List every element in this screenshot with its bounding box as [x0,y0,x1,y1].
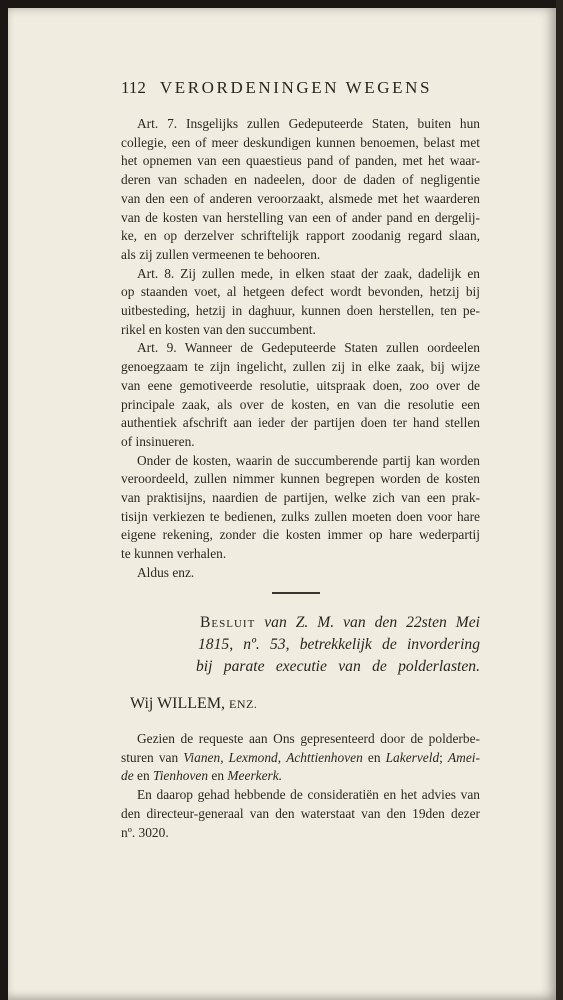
text-line: deren van schaden en nadeelen, door de daden of negligentie [121,172,480,188]
text-line: authentiek afschrift aan ieder der partijen doen ter hand stellen [121,415,480,431]
text-span: en [211,768,225,784]
place-name: Tienhoven [153,768,209,784]
text-span: en [367,749,381,765]
place-name: Vianen [183,749,221,765]
closing-line: Gezien de requeste aan Ons gepresenteerd door de polderbe- [137,731,480,746]
decree-heading [196,612,480,678]
enactment-formula [130,695,257,713]
text-line: genoegzaam te zijn ingelicht, zullen zij in elke zaak, bij wijze [121,359,480,375]
place-name: Lakerveld [385,749,440,765]
article-text [121,115,480,583]
closing-text [121,730,480,842]
place-name: Amei- [447,749,480,765]
closing-line: En daarop gehad hebbende de consideratiën en het advies van [137,787,480,803]
running-title: VERORDENINGEN WEGENS [159,78,433,97]
book-spine [556,0,563,1000]
running-header [121,78,481,98]
text-line: Onder de kosten, waarin de succumberende partij kan worden [137,452,480,468]
text-line: uitbesteding, hetzij in daghuur, kunnen doen herstellen, ten pe- [121,303,480,319]
decree-line-3: bij parate executie van de polderlasten. [196,658,480,675]
decree-line-1 [196,612,480,634]
text-line: rikel en kosten van den succumbent. [121,321,316,337]
text-span: en [137,768,150,784]
decree-besluit: Besluit [200,614,256,631]
text-line: principale zaak, als over de kosten, en van die resolutie een [121,396,480,412]
text-line: als zij zullen vermeenen te behooren. [121,246,321,262]
place-name: Achttienhoven [286,749,363,765]
text-line: op staanden voet, al hetgeen defect wordt bevonden, hetzij bij [121,284,480,300]
enactment-name: Wij WILLEM, [130,695,226,712]
text-line: van eene gemotiveerde resolutie, uitspraak doen, zoo over de [121,377,480,393]
decree-line-1-rest: van Z. M. van den 22sten Mei [264,614,480,631]
text-line: van den een of anderen veroorzaakt, alsmede met het waarderen [121,190,480,206]
text-line: Aldus enz. [137,564,195,580]
text-line: veroordeeld, zullen nimmer kunnen begrepen worden de kosten [121,471,480,487]
place-name: de [121,768,134,784]
text-line: ke, en op derzelver schriftelijk rapport zoodanig regard slaan, [121,228,480,244]
text-line: Art. 8. Zij zullen mede, in elken staat der zaak, dadelijk en [137,265,480,281]
section-divider [272,592,320,594]
text-line: het opnemen van een quaestieus pand of panden, met het waar- [121,153,480,169]
place-name: Lexmond [228,749,278,765]
decree-line-2: 1815, nº. 53, betrekkelijk de invordering [198,636,480,653]
page-number: 112 [121,78,146,97]
closing-line [121,767,480,786]
text-line: tisijn verkiezen te bedienen, zulks zullen moeten doen voor hare [121,508,480,524]
enactment-enz: ENZ. [229,697,258,711]
text-line: te kunnen verhalen. [121,546,227,562]
text-line: eigene rekening, zonder die kosten immer op hare wederpartij [121,527,480,543]
text-line: Art. 9. Wanneer de Gedeputeerde Staten zullen oordeelen [137,340,480,356]
text-line: Art. 7. Insgelijks zullen Gedeputeerde Staten, buiten hun [137,116,480,131]
text-line: van de kosten van herstelling van een of ander pand en dergelij- [121,209,480,225]
closing-line: nº. 3020. [121,824,169,840]
text-line: van praktisijns, naardien de partijen, welke zich van een prak- [121,490,480,506]
closing-line: sturen van Vianen, Lexmond, Achttienhoven en Lakerveld; Amei- [121,749,480,765]
text-span: sturen van [121,749,179,765]
text-line: collegie, een of meer deskundigen kunnen benoemen, belast met [121,134,480,150]
closing-line: den directeur-generaal van den waterstaat van den 19den dezer [121,805,480,821]
place-name: Meerkerk. [227,768,283,784]
text-line: of insinueren. [121,433,195,449]
